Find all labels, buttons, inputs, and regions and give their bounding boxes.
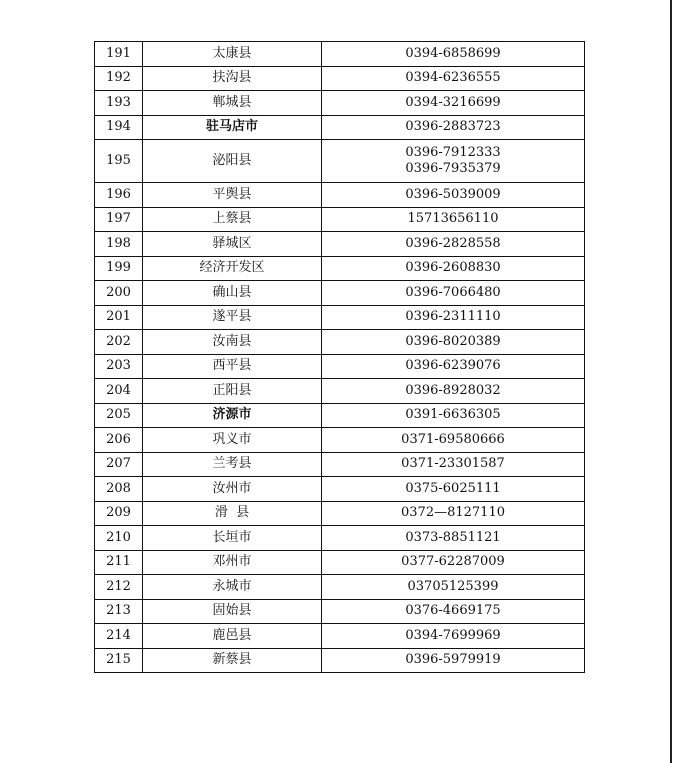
region-name: 泌阳县 xyxy=(143,140,322,183)
phone-number: 03705125399 xyxy=(407,578,499,594)
table-row xyxy=(95,477,585,502)
region-name: 平舆县 xyxy=(143,183,322,208)
page-edge-line xyxy=(670,0,672,763)
row-number: 196 xyxy=(95,183,143,208)
phone-number: 0394-7699969 xyxy=(405,627,501,643)
phone-number: 0376-4669175 xyxy=(405,603,501,619)
phone-cell xyxy=(322,379,585,404)
table-row xyxy=(95,599,585,624)
phone-cell xyxy=(322,281,585,306)
row-number: 202 xyxy=(95,330,143,355)
phone-cell xyxy=(322,232,585,257)
table-row xyxy=(95,115,585,140)
phone-cell xyxy=(322,305,585,330)
phone-number: 0394-6236555 xyxy=(405,70,501,86)
table-row xyxy=(95,452,585,477)
phone-cell xyxy=(322,575,585,600)
phone-cell xyxy=(322,207,585,232)
phone-cell xyxy=(322,599,585,624)
phone-number: 0372—8127110 xyxy=(401,505,505,521)
row-number: 198 xyxy=(95,232,143,257)
region-name: 遂平县 xyxy=(143,305,322,330)
row-number: 209 xyxy=(95,501,143,526)
phone-number: 0394-3216699 xyxy=(405,94,501,110)
table-row xyxy=(95,648,585,673)
row-number: 211 xyxy=(95,550,143,575)
table-row xyxy=(95,42,585,67)
table-row xyxy=(95,281,585,306)
region-name: 济源市 xyxy=(143,403,322,428)
region-name: 郸城县 xyxy=(143,91,322,116)
phone-cell xyxy=(322,477,585,502)
table-row xyxy=(95,501,585,526)
region-name: 永城市 xyxy=(143,575,322,600)
row-number: 200 xyxy=(95,281,143,306)
row-number: 210 xyxy=(95,526,143,551)
phone-number: 0396-8020389 xyxy=(405,333,501,349)
region-name: 邓州市 xyxy=(143,550,322,575)
phone-cell xyxy=(322,501,585,526)
phone-number: 0391-6636305 xyxy=(405,407,501,423)
region-name: 巩义市 xyxy=(143,428,322,453)
row-number: 204 xyxy=(95,379,143,404)
region-name: 经济开发区 xyxy=(143,256,322,281)
row-number: 191 xyxy=(95,42,143,67)
phone-cell xyxy=(322,428,585,453)
table-row xyxy=(95,330,585,355)
table-row xyxy=(95,403,585,428)
phone-number: 0396-6239076 xyxy=(405,358,501,374)
phone-number: 0377-62287009 xyxy=(401,554,505,570)
table-row xyxy=(95,624,585,649)
table-row xyxy=(95,379,585,404)
region-name: 汝南县 xyxy=(143,330,322,355)
row-number: 195 xyxy=(95,140,143,183)
phone-number: 0396-8928032 xyxy=(405,382,501,398)
phone-number: 15713656110 xyxy=(407,211,499,227)
phone-number: 0396-7935379 xyxy=(405,161,501,176)
region-name: 确山县 xyxy=(143,281,322,306)
row-number: 208 xyxy=(95,477,143,502)
phone-cell xyxy=(322,140,585,183)
row-number: 213 xyxy=(95,599,143,624)
phone-number: 0396-2883723 xyxy=(405,119,501,135)
phone-number: 0396-2828558 xyxy=(405,235,501,251)
contact-table xyxy=(94,41,585,673)
phone-cell xyxy=(322,403,585,428)
row-number: 194 xyxy=(95,115,143,140)
table-row xyxy=(95,550,585,575)
row-number: 212 xyxy=(95,575,143,600)
phone-cell xyxy=(322,256,585,281)
phone-number: 0396-7066480 xyxy=(405,284,501,300)
table-row xyxy=(95,183,585,208)
region-name: 汝州市 xyxy=(143,477,322,502)
region-name: 鹿邑县 xyxy=(143,624,322,649)
table-row xyxy=(95,354,585,379)
phone-number: 0396-2608830 xyxy=(405,260,501,276)
row-number: 207 xyxy=(95,452,143,477)
region-name: 滑 县 xyxy=(143,501,322,526)
phone-number: 0373-8851121 xyxy=(405,529,501,545)
region-name: 固始县 xyxy=(143,599,322,624)
phone-number: 0396-5039009 xyxy=(405,186,501,202)
row-number: 206 xyxy=(95,428,143,453)
row-number: 203 xyxy=(95,354,143,379)
row-number: 193 xyxy=(95,91,143,116)
phone-number: 0394-6858699 xyxy=(405,45,501,61)
region-name: 西平县 xyxy=(143,354,322,379)
region-name: 新蔡县 xyxy=(143,648,322,673)
region-name: 长垣市 xyxy=(143,526,322,551)
phone-cell xyxy=(322,42,585,67)
region-name: 太康县 xyxy=(143,42,322,67)
table-row xyxy=(95,140,585,183)
phone-cell xyxy=(322,115,585,140)
row-number: 215 xyxy=(95,648,143,673)
row-number: 197 xyxy=(95,207,143,232)
table-row xyxy=(95,575,585,600)
phone-cell xyxy=(322,354,585,379)
region-name: 扶沟县 xyxy=(143,66,322,91)
phone-number: 0371-69580666 xyxy=(401,431,505,447)
phone-number: 0375-6025111 xyxy=(405,480,501,496)
table-row xyxy=(95,526,585,551)
phone-cell xyxy=(322,91,585,116)
row-number: 192 xyxy=(95,66,143,91)
row-number: 205 xyxy=(95,403,143,428)
region-name: 驻马店市 xyxy=(143,115,322,140)
table-row xyxy=(95,207,585,232)
phone-cell xyxy=(322,624,585,649)
table-row xyxy=(95,66,585,91)
phone-cell xyxy=(322,452,585,477)
region-name: 驿城区 xyxy=(143,232,322,257)
phone-cell xyxy=(322,330,585,355)
phone-cell xyxy=(322,183,585,208)
phone-number: 0371-23301587 xyxy=(401,456,505,472)
phone-cell xyxy=(322,526,585,551)
phone-number: 0396-5979919 xyxy=(405,652,501,668)
table-row xyxy=(95,232,585,257)
phone-cell xyxy=(322,648,585,673)
phone-cell xyxy=(322,550,585,575)
table-row xyxy=(95,305,585,330)
phone-cell xyxy=(322,66,585,91)
table-row xyxy=(95,91,585,116)
region-name: 上蔡县 xyxy=(143,207,322,232)
row-number: 199 xyxy=(95,256,143,281)
row-number: 201 xyxy=(95,305,143,330)
region-name: 正阳县 xyxy=(143,379,322,404)
table-row xyxy=(95,256,585,281)
phone-number: 0396-7912333 xyxy=(405,145,501,160)
row-number: 214 xyxy=(95,624,143,649)
region-name: 兰考县 xyxy=(143,452,322,477)
table-row xyxy=(95,428,585,453)
phone-number: 0396-2311110 xyxy=(405,309,501,325)
contact-table-body xyxy=(95,42,585,673)
